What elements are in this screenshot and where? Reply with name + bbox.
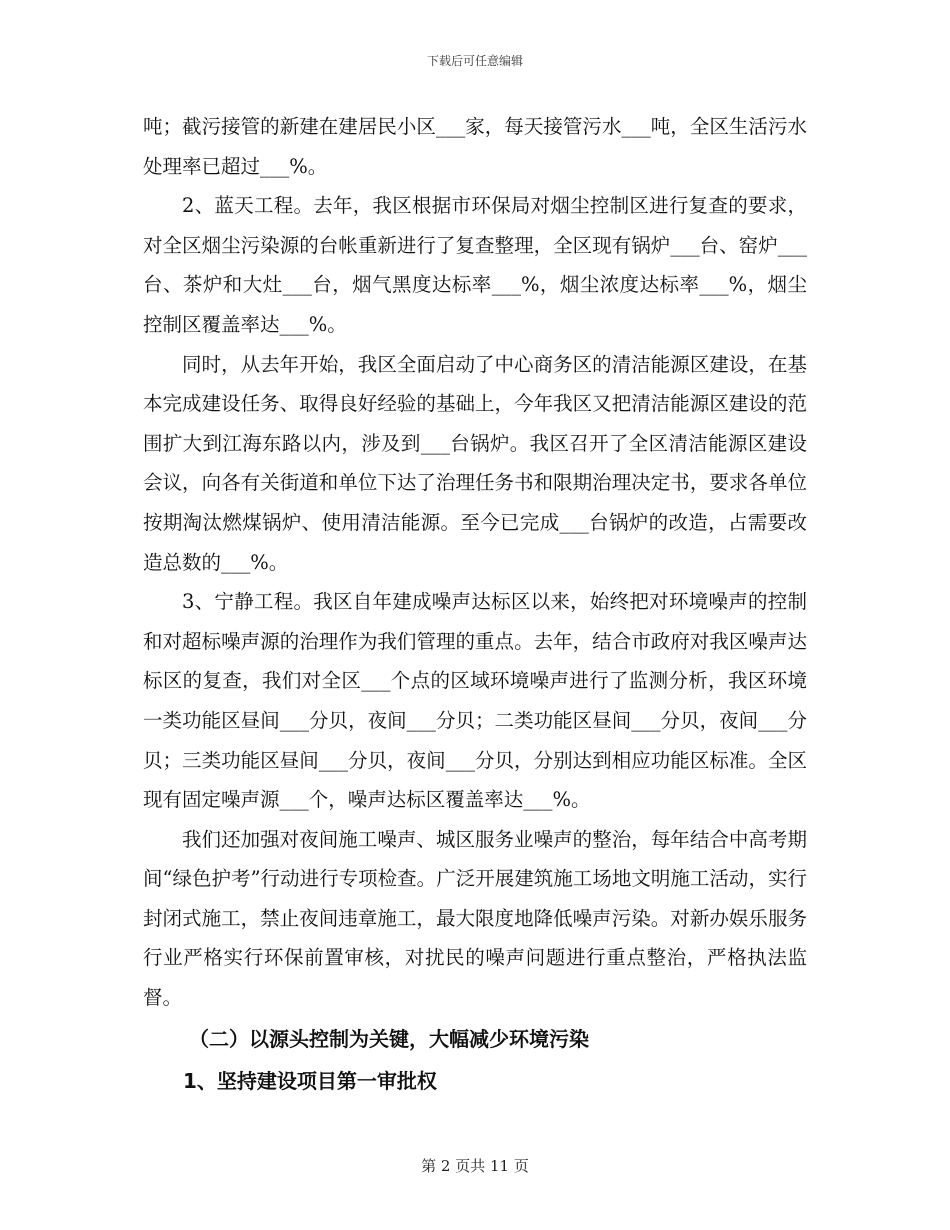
page-footer: 第 2 页共 11 页 [421, 1157, 529, 1175]
paragraph-1: 吨；截污接管的新建在建居民小区___家，每天接管污水___吨，全区生活污水处理率已超过___%。 [143, 115, 807, 178]
subsection-heading: 1、坚持建设项目第一审批权 [183, 1068, 437, 1093]
paragraph-5-noise-control: 我们还加强对夜间施工噪声、城区服务业噪声的整治，每年结合中高考期间“绿色护考”行动进行专项检查。广泛开展建筑施工场地文明施工活动，实行封闭式施工，禁止夜间违章施工，最大限度地降低噪声污染。对新办娱乐服务行业严格实行环保前置审核，对扰民的噪声问题进行重点整治，严格执法监督。 [143, 827, 807, 1010]
page-header: 下载后可任意编辑 [426, 54, 523, 68]
paragraph-2-blue-sky-project: 2、蓝天工程。去年，我区根据市环保局对烟尘控制区进行复查的要求，对全区烟尘污染源的台帐重新进行了复查整理，全区现有锅炉___台、窑炉___台、茶炉和大灶___台，烟气黑度达标率___%，烟尘浓度达标率___%，烟尘控制区覆盖率达___%。 [143, 194, 807, 336]
paragraph-4-quiet-project: 3、宁静工程。我区自年建成噪声达标区以来，始终把对环境噪声的控制和对超标噪声源的治理作为我们管理的重点。去年，结合市政府对我区噪声达标区的复查，我们对全区___个点的区域环境噪声进行了监测分析，我区环境一类功能区昼间___分贝，夜间___分贝；二类功能区昼间___分贝，夜间___分贝；三类功能区昼间___分贝，夜间___分贝，分别达到相应功能区标准。全区现有固定噪声源___个，噪声达标区覆盖率达___%。 [143, 590, 807, 812]
document-body [143, 107, 807, 1102]
paragraph-3-clean-energy: 同时，从去年开始，我区全面启动了中心商务区的清洁能源区建设，在基本完成建设任务、取得良好经验的基础上，今年我区又把清洁能源区建设的范围扩大到江海东路以内，涉及到___台锅炉。我区召开了全区清洁能源区建设会议，向各有关街道和单位下达了治理任务书和限期治理决定书，要求各单位按期淘汰燃煤锅炉、使用清洁能源。至今已完成___台锅炉的改造，占需要改造总数的___%。 [143, 352, 807, 574]
section-heading: （二）以源头控制为关键，大幅减少环境污染 [189, 1026, 589, 1051]
